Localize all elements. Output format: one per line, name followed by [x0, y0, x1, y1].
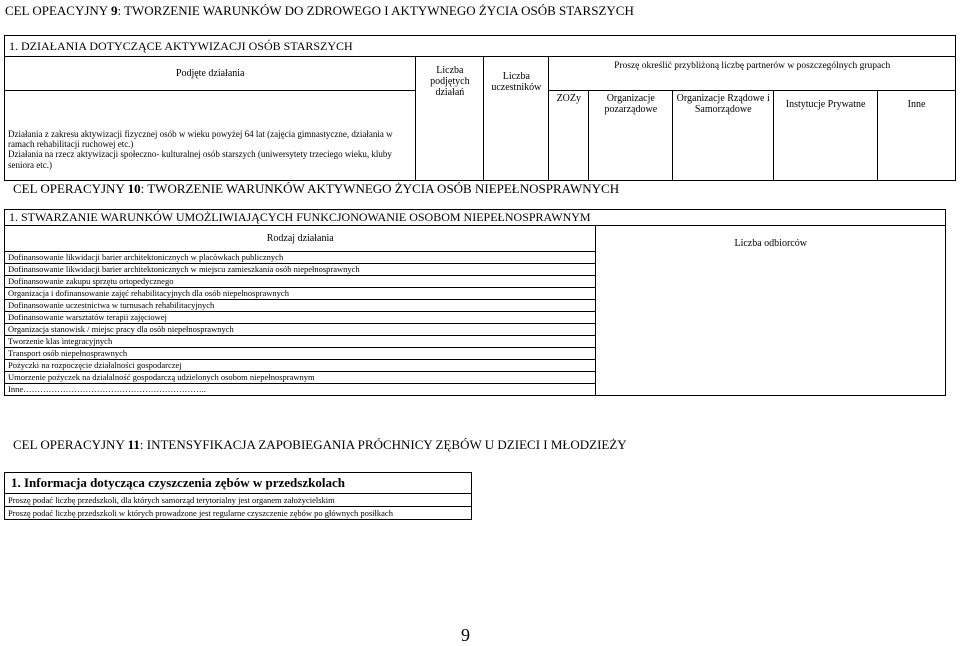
partner-other: Inne — [878, 91, 956, 181]
col-count-actions-header: Liczba podjętych działań — [416, 57, 484, 181]
col-participants-header: Liczba uczestników — [484, 57, 549, 181]
partner-ngo: Organizacje pozarządowe — [589, 91, 673, 181]
section-title: 1. DZIAŁANIA DOTYCZĄCE AKTYWIZACJI OSÓB STARSZYCH — [5, 36, 956, 57]
partner-private: Instytucje Prywatne — [774, 91, 878, 181]
table-row: Proszę podać liczbę przedszkoli, dla których samorząd terytorialny jest organem założycielskim — [5, 494, 472, 507]
partner-zozy: ZOZy — [549, 91, 589, 181]
disabled-conditions-table — [4, 209, 946, 396]
page-number: 9 — [461, 625, 470, 645]
objective-11-title: CEL OPERACYJNY 11: INTENSYFIKACJA ZAPOBIEGANIA PRÓCHNICY ZĘBÓW U DZIECI I MŁODZIEŻY — [13, 437, 627, 452]
table-row: Dofinansowanie zakupu sprzętu ortopedycznego — [5, 276, 596, 288]
teeth-cleaning-table — [4, 472, 472, 520]
elderly-activation-table — [4, 35, 956, 181]
section-title: 1. STWARZANIE WARUNKÓW UMOŻLIWIAJĄCYCH FUNKCJONOWANIE OSOBOM NIEPEŁNOSPRAWNYM — [5, 210, 946, 226]
action-item: Działania na rzecz aktywizacji społeczno- kulturalnej osób starszych (uniwersytety trzeciego wieku, kluby seniora etc.) — [8, 149, 392, 170]
table-row: Tworzenie klas integracyjnych — [5, 336, 596, 348]
section-title: 1. Informacja dotycząca czyszczenia zębów w przedszkolach — [5, 473, 472, 494]
actions-spacer — [5, 91, 416, 129]
table-row: Organizacja stanowisk / miejsc pracy dla osób niepełnosprawnych — [5, 324, 596, 336]
table-row: Transport osób niepełnosprawnych — [5, 348, 596, 360]
col-recipients-header: Liczba odbiorców — [596, 226, 946, 396]
table-row: Dofinansowanie warsztatów terapii zajęciowej — [5, 312, 596, 324]
action-item: Działania z zakresu aktywizacji fizycznej osób w wieku powyżej 64 lat (zajęcia gimnastyczne, działania w ramach rehabilitacji ruchowej etc.) — [8, 128, 393, 149]
objective-9-title: CEL OPEACYJNY 9: TWORZENIE WARUNKÓW DO ZDROWEGO I AKTYWNEGO ŻYCIA OSÓB STARSZYCH — [5, 3, 634, 18]
table-row: Dofinansowanie likwidacji barier architektonicznych w placówkach publicznych — [5, 252, 596, 264]
table-row: Proszę podać liczbę przedszkoli w których prowadzone jest regularne czyszczenie zębów po głównych posiłkach — [5, 507, 472, 520]
objective-10-title: CEL OPERACYJNY 10: TWORZENIE WARUNKÓW AKTYWNEGO ŻYCIA OSÓB NIEPEŁNOSPRAWNYCH — [13, 181, 620, 196]
table-row: Dofinansowanie uczestnictwa w turnusach rehabilitacyjnych — [5, 300, 596, 312]
table-row: Organizacja i dofinansowanie zajęć rehabilitacyjnych dla osób niepełnosprawnych — [5, 288, 596, 300]
table-row: Umorzenie pożyczek na działalność gospodarczą udzielonych osobom niepełnosprawnym — [5, 372, 596, 384]
col-type-header: Rodzaj działania — [5, 226, 596, 252]
actions-list — [5, 129, 416, 181]
partners-header: Proszę określić przybliżoną liczbę partnerów w poszczególnych grupach — [549, 57, 956, 91]
table-row: Inne……………………………………………………….. — [5, 384, 596, 396]
partner-government: Organizacje Rządowe i Samorządowe — [673, 91, 774, 181]
table-row: Dofinansowanie likwidacji barier architektonicznych w miejscu zamieszkania osób niepełnosprawnych — [5, 264, 596, 276]
col-actions-header: Podjęte działania — [5, 57, 416, 91]
table-row: Pożyczki na rozpoczęcie działalności gospodarczej — [5, 360, 596, 372]
